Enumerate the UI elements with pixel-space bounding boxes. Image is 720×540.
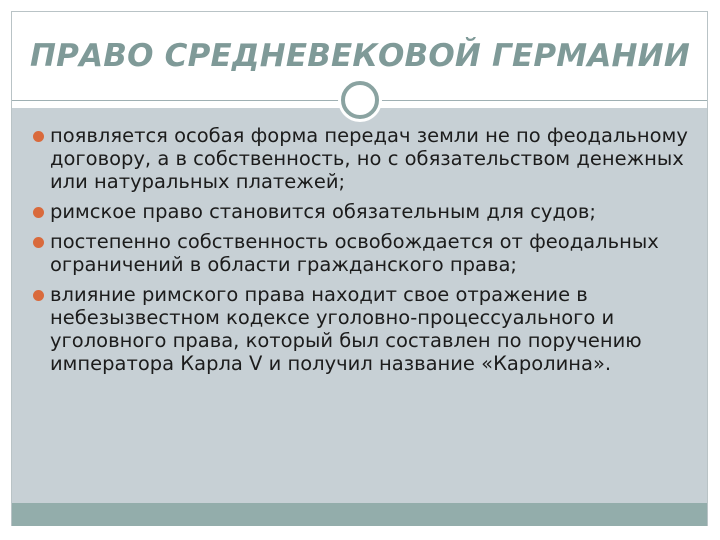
bullet-text: появляется особая форма передач земли не по феодальному договору, а в собственность, но с обязательством денежных или натуральных платежей;	[50, 124, 688, 193]
bullet-text: постепенно собственность освобождается от феодальных ограничений в области гражданского права;	[50, 230, 659, 276]
bullet-item	[32, 200, 700, 223]
bullet-dot-icon	[33, 237, 44, 248]
bullet-list	[32, 124, 700, 382]
bullet-text: римское право становится обязательным для судов;	[50, 200, 596, 223]
bullet-dot-icon	[33, 290, 44, 301]
bullet-item	[32, 283, 700, 375]
bullet-item	[32, 124, 700, 193]
bullet-item	[32, 230, 700, 276]
bullet-dot-icon	[33, 207, 44, 218]
bullet-dot-icon	[33, 131, 44, 142]
slide-title: ПРАВО СРЕДНЕВЕКОВОЙ ГЕРМАНИИ	[30, 38, 690, 74]
decorative-ring	[341, 81, 379, 119]
bottom-bar	[12, 503, 707, 526]
bullet-text: влияние римского права находит свое отражение в небезызвестном кодексе уголовно-процессуального и уголовного права, который был составлен по поручению императора Карла V и получил название «Каролина».	[50, 283, 642, 375]
